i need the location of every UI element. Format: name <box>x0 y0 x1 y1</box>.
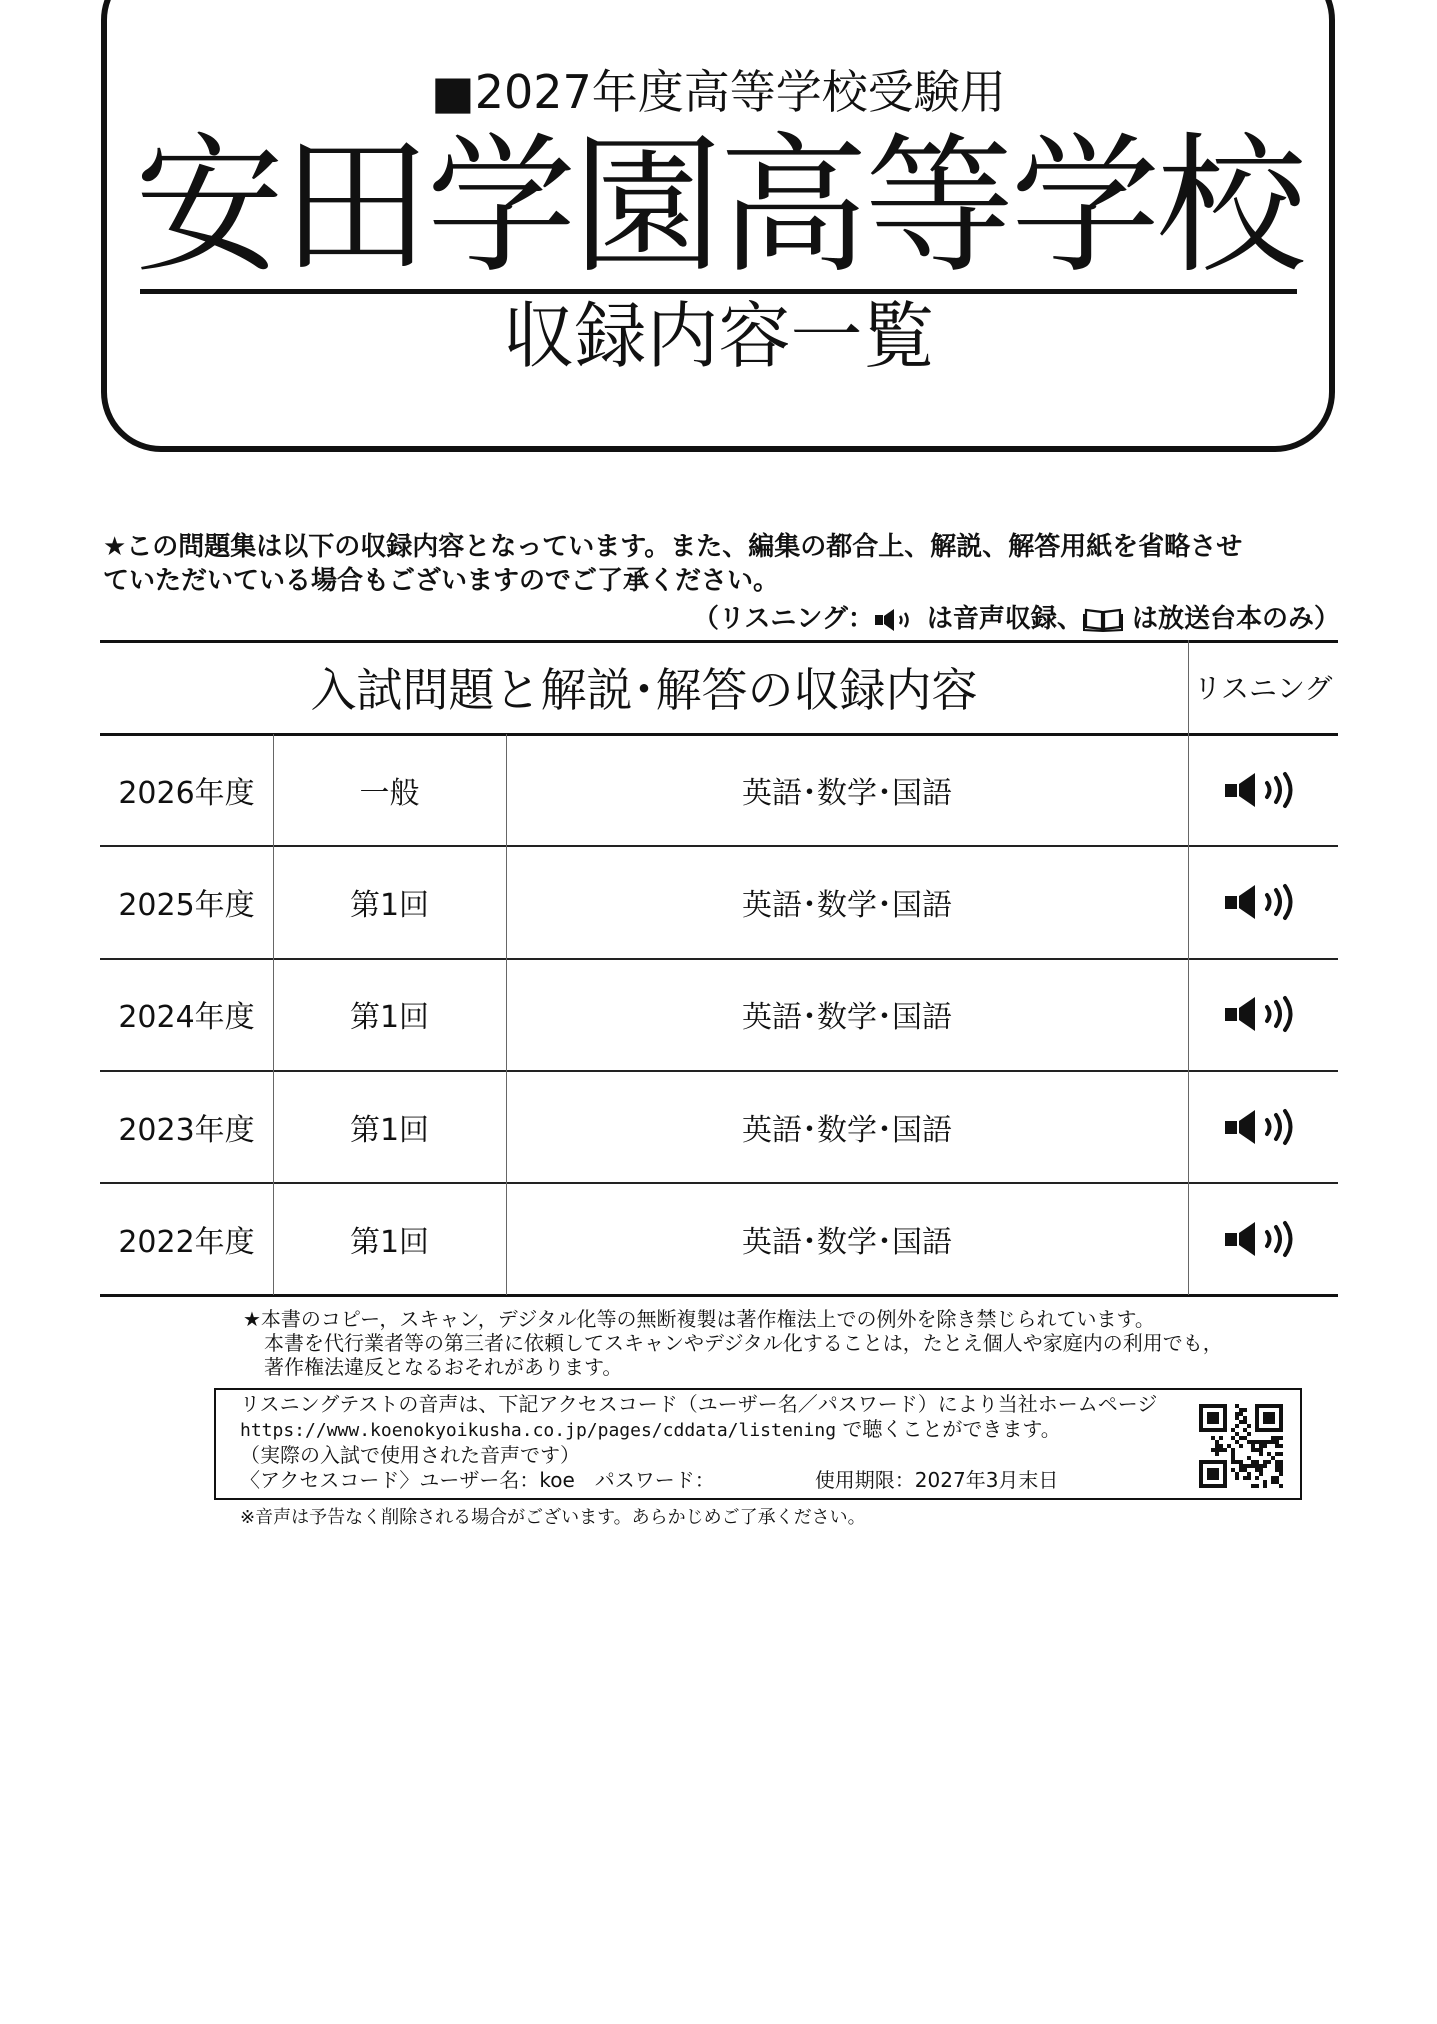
access-code-text <box>240 1392 1200 1493</box>
exam-cell: 第1回 <box>349 1113 430 1148</box>
subjects-cell: 英語･数学･国語 <box>742 1000 952 1035</box>
access-line-3: （実際の入試で使用された音声です） <box>240 1443 580 1467</box>
subjects-cell: 英語･数学･国語 <box>742 888 952 923</box>
speaker-icon <box>1188 846 1338 958</box>
exam-cell: 第1回 <box>349 888 430 923</box>
notice-line-1: ★この問題集は以下の収録内容となっています。また、編集の都合上、解説、解答用紙を省略させ <box>103 532 1243 562</box>
exam-cell: 第1回 <box>349 1225 430 1260</box>
access-line-1: リスニングテストの音声は、下記アクセスコード（ユーザー名／パスワード）により当社ホームページ <box>240 1392 1158 1416</box>
school-name: 安田学園高等学校 <box>134 120 1303 294</box>
copyright-line-1: ★本書のコピー，スキャン，デジタル化等の無断複製は著作権法上での例外を除き禁じられています。 <box>243 1307 1155 1331</box>
copyright-line-2: 本書を代行業者等の第三者に依頼してスキャンやデジタル化することは，たとえ個人や家庭内の利用でも， <box>264 1331 1223 1355</box>
usage-deadline: 使用期限：2027年3月末日 <box>814 1468 1059 1492</box>
subjects-cell: 英語･数学･国語 <box>742 776 952 811</box>
legend-prefix: （リスニング： <box>692 604 874 634</box>
listening-url[interactable]: https://www.koenokyoikusha.co.jp/pages/cddata/listening <box>240 1420 837 1441</box>
qr-code-icon <box>1199 1404 1283 1488</box>
access-line-4 <box>240 1468 1200 1493</box>
year-cell: 2022年度 <box>118 1225 255 1260</box>
copyright-notice <box>243 1307 1343 1379</box>
table-header-listening: リスニング <box>1193 672 1333 705</box>
access-line-2-suffix: で聴くことができます。 <box>836 1417 1061 1441</box>
subjects-cell: 英語･数学･国語 <box>742 1113 952 1148</box>
speaker-icon <box>1188 958 1338 1070</box>
edition-label: ■2027年度高等学校受験用 <box>431 65 1006 119</box>
legend-suffix: は放送台本のみ） <box>1122 604 1340 634</box>
speaker-icon <box>1188 1071 1338 1183</box>
subjects-cell: 英語･数学･国語 <box>742 1225 952 1260</box>
copyright-line-3: 著作権法違反となるおそれがあります。 <box>264 1355 623 1379</box>
page-subtitle: 収録内容一覧 <box>502 294 935 378</box>
notice-line-2: ていただいている場合もございますのでご了承ください。 <box>103 566 780 596</box>
speaker-icon <box>1188 734 1338 846</box>
speaker-icon <box>1188 1183 1338 1295</box>
notice-text <box>103 530 1353 598</box>
table-header-contents: 入試問題と解説･解答の収録内容 <box>310 663 978 717</box>
exam-cell: 一般 <box>359 776 420 811</box>
access-code-label: 〈アクセスコード〉ユーザー名：koe パスワード： <box>240 1468 715 1492</box>
exam-cell: 第1回 <box>349 1000 430 1035</box>
audio-removal-footnote: ※音声は予告なく削除される場合がございます。あらかじめご了承ください。 <box>240 1507 866 1528</box>
contents-table <box>100 640 1338 1295</box>
speaker-icon <box>874 604 918 634</box>
book-icon <box>1083 604 1123 634</box>
legend-middle: は音声収録、 <box>917 604 1083 634</box>
listening-legend <box>660 602 1340 636</box>
year-cell: 2024年度 <box>118 1000 255 1035</box>
year-cell: 2025年度 <box>118 888 255 923</box>
year-cell: 2023年度 <box>118 1113 255 1148</box>
year-cell: 2026年度 <box>118 776 255 811</box>
access-line-2 <box>240 1417 1200 1443</box>
